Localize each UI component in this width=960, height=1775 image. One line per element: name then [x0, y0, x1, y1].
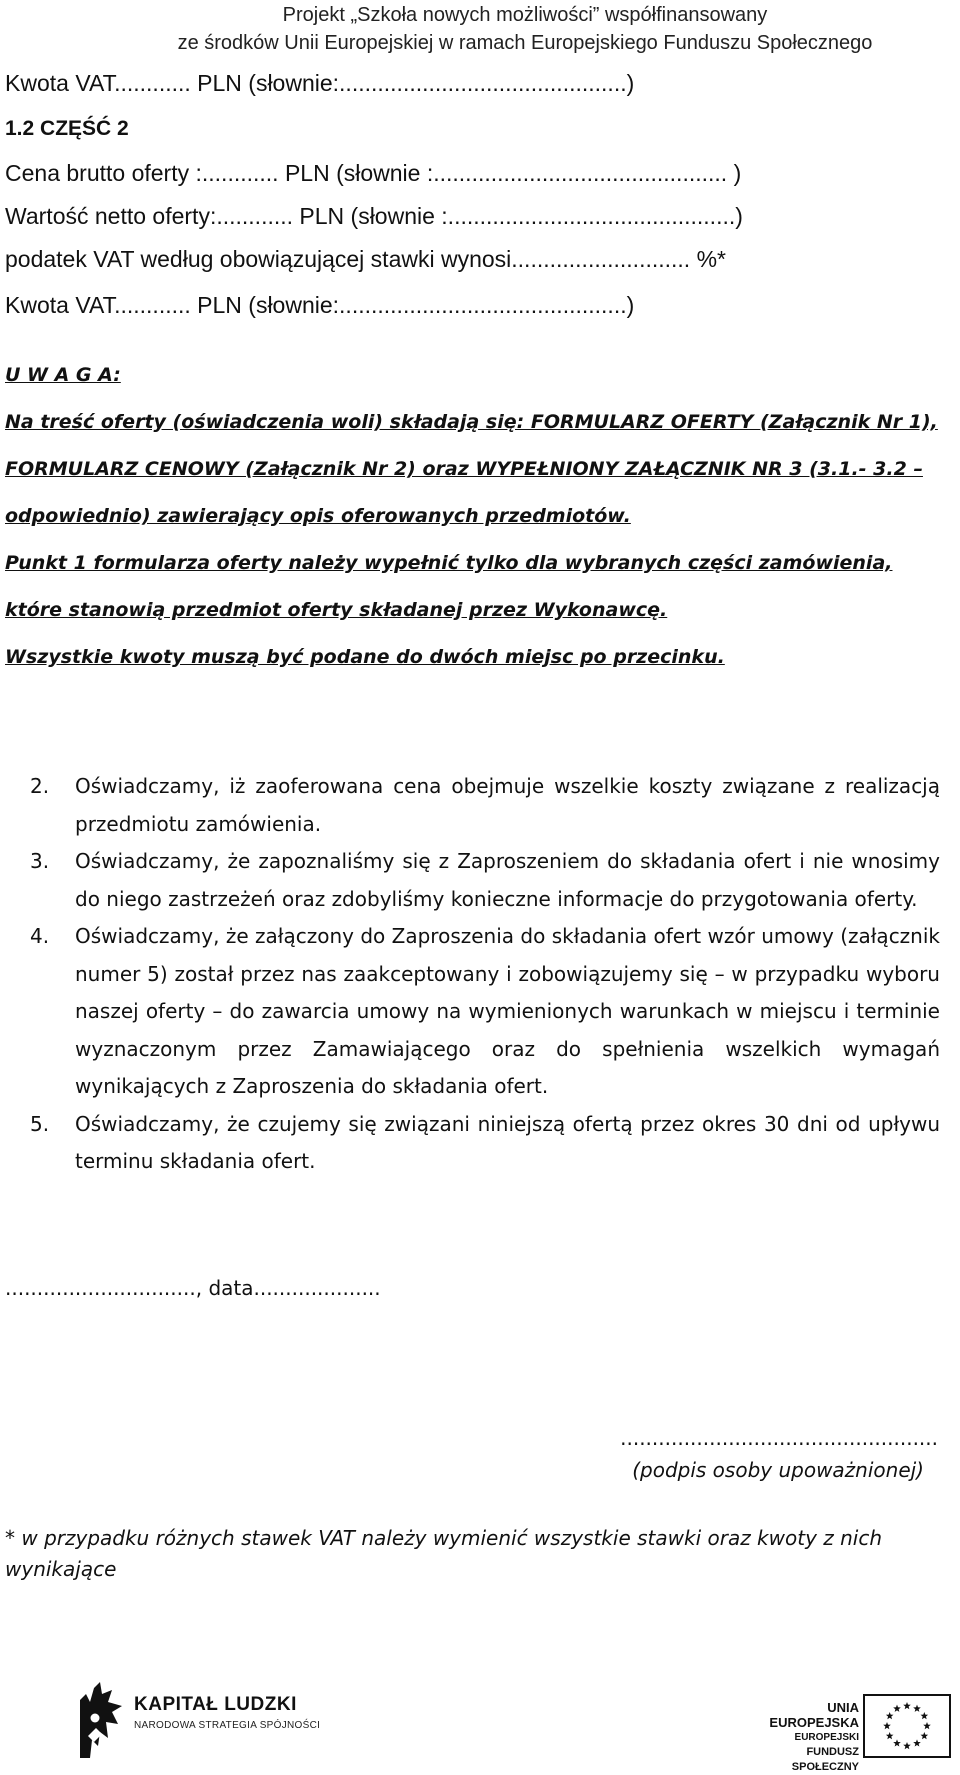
- statement-number: 3.: [30, 849, 50, 873]
- statement-text: Oświadczamy, że czujemy się związani niniejszą ofertą przez okres 30 dni od upływu terminu składania ofert.: [75, 1111, 940, 1173]
- vat-rate-field: podatek VAT według obowiązującej stawki wynosi............................ %*: [5, 246, 726, 272]
- vat-footnote: * w przypadku różnych stawek VAT należy wymienić wszystkie stawki oraz kwoty z nich wynikające: [5, 1526, 883, 1581]
- header-line-1: Projekt „Szkoła nowych możliwości” współfinansowany: [282, 4, 768, 26]
- kapital-ludzki-icon: [72, 1680, 130, 1760]
- kapital-ludzki-subtitle: NARODOWA STRATEGIA SPÓJNOŚCI: [134, 1720, 321, 1731]
- eu-line-1: UNIA EUROPEJSKA: [769, 1700, 859, 1730]
- statement-number: 2.: [30, 774, 50, 798]
- vat-amount-field-2: Kwota VAT............ PLN (słownie:.............................................): [5, 292, 635, 318]
- notice-heading: U W A G A:: [5, 364, 121, 386]
- statement-item: [30, 918, 940, 1106]
- signature-label: (podpis osoby upoważnionej): [632, 1458, 924, 1482]
- gross-price-field: Cena brutto oferty :............ PLN (słownie :.............................................. ): [5, 160, 742, 186]
- statement-item: [30, 1106, 940, 1181]
- place-date-line: .............................., data....................: [5, 1276, 381, 1300]
- eu-logo: [750, 1692, 955, 1773]
- eu-flag-icon: [863, 1694, 951, 1758]
- statement-number: 4.: [30, 924, 50, 948]
- statement-text: Oświadczamy, iż zaoferowana cena obejmuje wszelkie koszty związane z realizacją przedmiotu zamówienia.: [75, 774, 940, 836]
- kapital-ludzki-title: KAPITAŁ LUDZKI: [134, 1694, 297, 1715]
- kapital-ludzki-logo: [72, 1680, 372, 1760]
- part-2-heading: 1.2 CZĘŚĆ 2: [5, 117, 129, 140]
- notice-section: [5, 352, 940, 681]
- statement-text: Oświadczamy, że zapoznaliśmy się z Zaproszeniem do składania ofert i nie wnosimy do niego zastrzeżeń oraz zdobyliśmy konieczne informacje do przygotowania oferty.: [75, 849, 940, 911]
- net-value-field: Wartość netto oferty:............ PLN (słownie :.............................................): [5, 203, 743, 229]
- notice-paragraph-2: Punkt 1 formularza oferty należy wypełnić tylko dla wybranych części zamówienia, które stanowią przedmiot oferty składanej przez Wykonawcę.: [5, 552, 893, 621]
- project-header: [0, 0, 960, 57]
- eu-line-2: EUROPEJSKI: [794, 1732, 859, 1743]
- header-line-2: ze środków Unii Europejskiej w ramach Europejskiego Funduszu Społecznego: [177, 32, 873, 54]
- statement-item: [30, 843, 940, 918]
- notice-paragraph-1: Na treść oferty (oświadczenia woli) składają się: FORMULARZ OFERTY (Załącznik Nr 1), FORMULARZ CENOWY (Załącznik Nr 2) oraz WYPEŁNIONY ZAŁĄCZNIK NR 3 (3.1.- 3.2 – odpowiednio) zawierający opis oferowanych przedmiotów.: [5, 411, 938, 527]
- eu-line-3: FUNDUSZ SPOŁECZNY: [791, 1746, 859, 1773]
- statements-list: [30, 768, 940, 1181]
- vat-amount-field-1: Kwota VAT............ PLN (słownie:.............................................): [5, 70, 635, 96]
- statement-number: 5.: [30, 1111, 50, 1136]
- notice-paragraph-3: Wszystkie kwoty muszą być podane do dwóch miejsc po przecinku.: [5, 646, 725, 668]
- statement-item: [30, 768, 940, 843]
- signature-dots: ..................................................: [620, 1426, 938, 1450]
- statement-text: Oświadczamy, że załączony do Zaproszenia do składania ofert wzór umowy (załącznik numer 5) został przez nas zaakceptowany i zobowiązujemy się – w przypadku wyboru naszej oferty – do zawarcia umowy na wymienionych warunkach w miejscu i terminie wyznaczonym przez Zamawiającego oraz do spełnienia wszelkich wymagań wynikających z Zaproszenia do składania ofert.: [75, 924, 940, 1098]
